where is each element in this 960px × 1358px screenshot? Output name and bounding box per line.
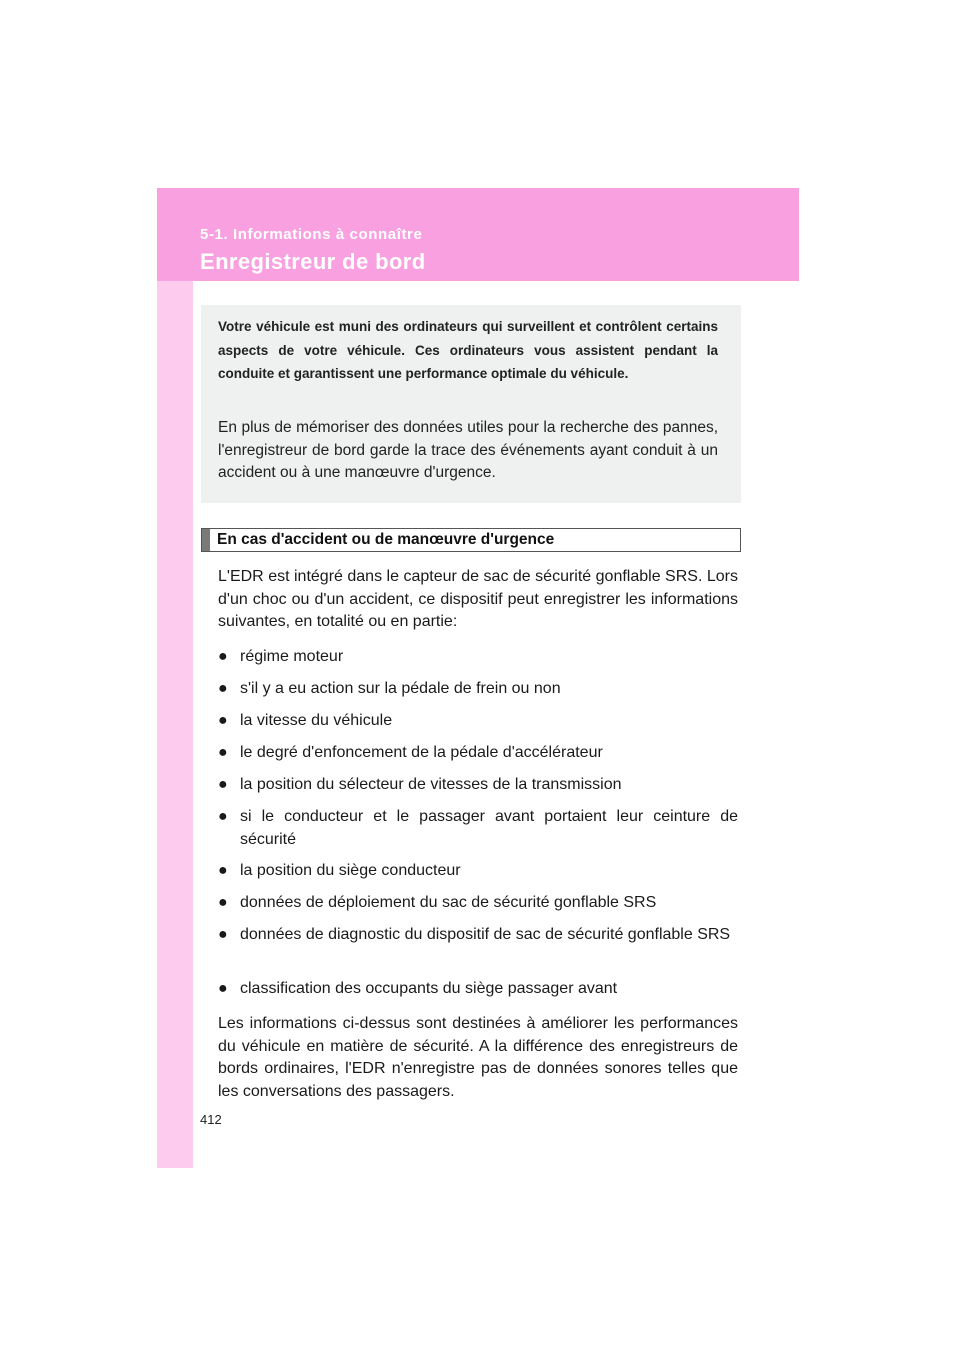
list-item-text: données de déploiement du sac de sécurité gonflable SRS (240, 894, 657, 911)
list-item (218, 860, 738, 883)
list-item-text: si le conducteur et le passager avant portaient leur ceinture de sécurité (240, 808, 738, 848)
list-item-text: s'il y a eu action sur la pédale de frein ou non (240, 680, 561, 697)
page-number: 412 (200, 1112, 222, 1127)
bullet-icon: ● (218, 680, 228, 697)
list-item-text: données de diagnostic du dispositif de sac de sécurité gonflable SRS (240, 926, 731, 943)
section-label: 5-1. Informations à connaître (200, 226, 423, 243)
list-item (218, 924, 738, 947)
list-item-text: régime moteur (240, 648, 344, 665)
bullet-icon: ● (218, 744, 228, 761)
list-item (218, 646, 738, 669)
section-heading-marker (202, 529, 210, 551)
intro-text: En plus de mémoriser des données utiles pour la recherche des pannes, l'enregistreur de bord garde la trace des événements ayant conduit à un accident ou à une manœuvre d'urgence. (218, 419, 718, 481)
paragraph-conclusion: Les informations ci-dessus sont destinées à améliorer les performances du véhicule en matière de sécurité. A la différence des enregistreurs de bords ordinaires, l'EDR n'enregistre pas de données sonores telles que les conversations des passagers. (218, 1015, 738, 1100)
list-item-text: classification des occupants du siège passager avant (240, 980, 618, 997)
list-item (218, 806, 738, 851)
page-side-margin (157, 281, 193, 1168)
list-item-text: la position du siège conducteur (240, 862, 461, 879)
section-heading (201, 528, 741, 552)
bullet-icon: ● (218, 712, 228, 729)
list-item (218, 978, 738, 1001)
section-heading-text: En cas d'accident ou de manœuvre d'urgence (217, 531, 555, 548)
intro-bold-text: Votre véhicule est muni des ordinateurs qui surveillent et contrôlent certains aspects de votre véhicule. Ces ordinateurs vous assistent pendant la conduite et garantissent une performance optimale du véhicule. (218, 319, 718, 381)
list-item (218, 892, 738, 915)
list-item-text: le degré d'enfoncement de la pédale d'accélérateur (240, 744, 603, 761)
bullet-icon: ● (218, 776, 228, 793)
list-item (218, 678, 738, 701)
list-item (218, 710, 738, 733)
bullet-icon: ● (218, 808, 228, 825)
bullet-icon: ● (218, 648, 228, 665)
list-item-text: la position du sélecteur de vitesses de la transmission (240, 776, 622, 793)
bullet-icon: ● (218, 894, 228, 911)
bullet-icon: ● (218, 862, 228, 879)
list-item (218, 742, 738, 765)
paragraph-intro: L'EDR est intégré dans le capteur de sac de sécurité gonflable SRS. Lors d'un choc ou d'un accident, ce dispositif peut enregistrer les informations suivantes, en totalité ou en partie: (218, 568, 738, 630)
page-title: Enregistreur de bord (200, 249, 426, 274)
list-item (218, 774, 738, 797)
list-item-text: la vitesse du véhicule (240, 712, 393, 729)
bullet-icon: ● (218, 980, 228, 997)
bullet-icon: ● (218, 926, 228, 943)
